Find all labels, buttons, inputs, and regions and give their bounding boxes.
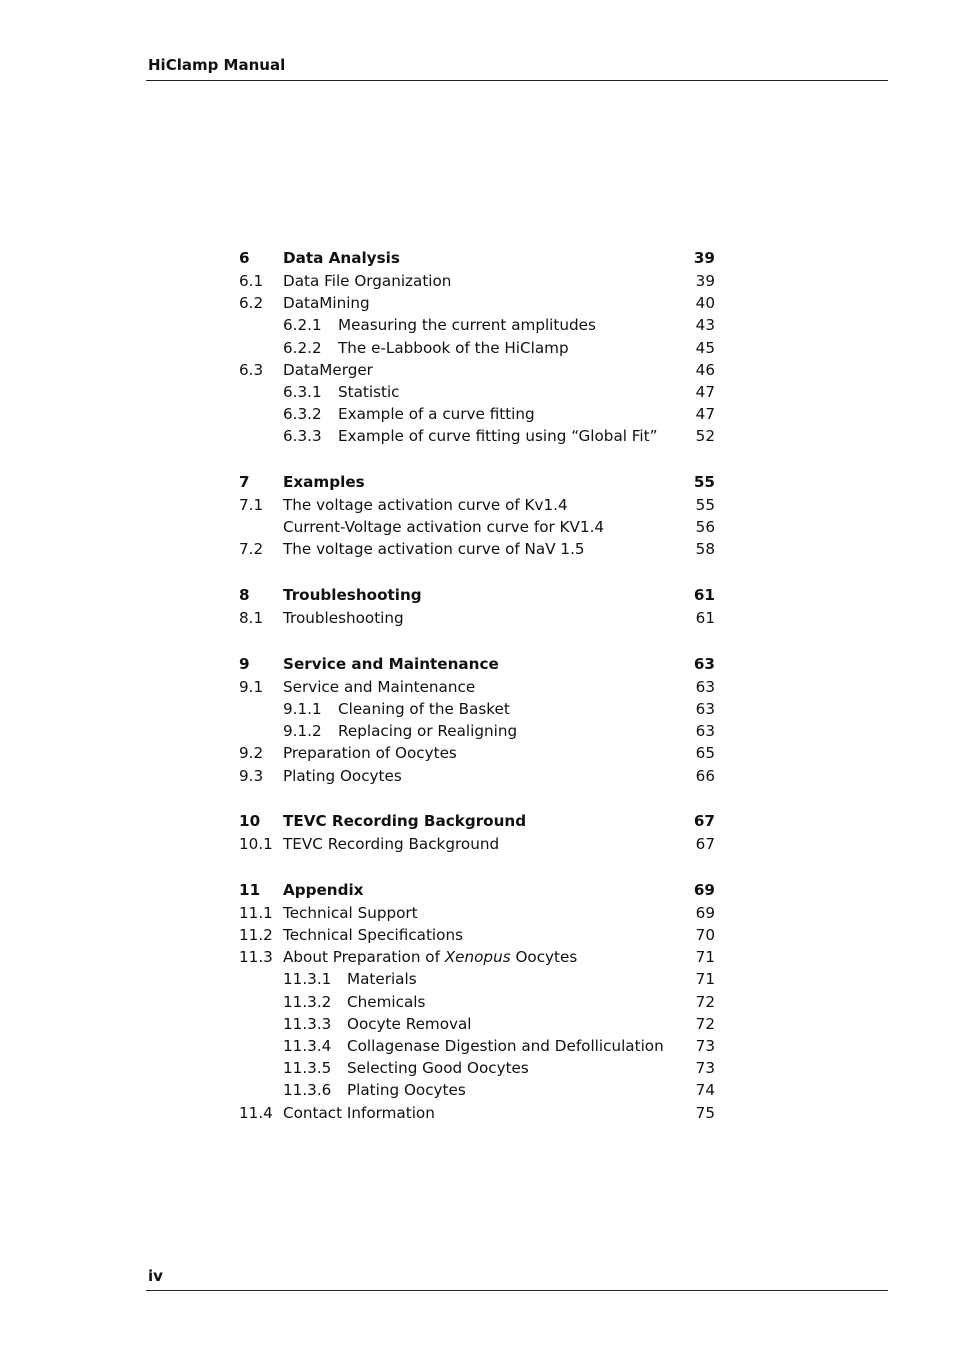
toc-page: 39: [693, 249, 715, 267]
toc-entry[interactable]: [239, 516, 715, 538]
toc-entry[interactable]: [239, 676, 715, 698]
toc-page: 45: [695, 338, 715, 357]
toc-page: 55: [695, 496, 715, 514]
running-header-title: HiClamp Manual: [148, 56, 286, 74]
toc-subentry[interactable]: [239, 381, 715, 403]
toc-number: 9.3: [239, 766, 264, 785]
toc-subentry[interactable]: [239, 1035, 715, 1057]
toc-page: 63: [695, 722, 715, 741]
toc-page: 72: [695, 992, 715, 1011]
toc-page: 66: [695, 766, 715, 785]
toc-title: Cleaning of the Basket: [338, 699, 510, 718]
toc-page: 71: [695, 970, 715, 989]
toc-page: 71: [695, 948, 715, 967]
toc-chapter[interactable]: [239, 809, 715, 833]
toc-page: 63: [695, 677, 715, 696]
toc-page: 75: [695, 1103, 715, 1122]
toc-title: Measuring the current amplitudes: [338, 316, 596, 335]
page-number-label: iv: [148, 1267, 163, 1285]
toc-title: TEVC Recording Background: [283, 812, 527, 831]
toc-title: Data Analysis: [283, 249, 400, 267]
toc-number: 11.3.1: [283, 970, 332, 989]
toc-page: 67: [693, 812, 715, 831]
header-rule: [146, 80, 888, 81]
toc-title: Materials: [347, 970, 417, 989]
toc-page: 63: [695, 699, 715, 718]
toc-entry[interactable]: [239, 607, 715, 629]
toc-title: Example of curve fitting using “Global Fit”: [338, 427, 658, 446]
toc-number: 11.1: [239, 903, 273, 922]
toc-title: Troubleshooting: [283, 609, 404, 628]
toc-number: 6.3.2: [283, 405, 322, 424]
toc-number: 6.3: [239, 360, 264, 379]
toc-chapter[interactable]: [239, 246, 715, 270]
toc-title: [283, 946, 577, 968]
toc-subentry[interactable]: [239, 720, 715, 742]
toc-number: 7.1: [239, 496, 264, 514]
toc-subentry[interactable]: [239, 968, 715, 990]
toc-title-italic: Xenopus: [444, 948, 511, 967]
toc-page: 58: [695, 540, 715, 559]
toc-page: 61: [695, 609, 715, 628]
toc-number: 10: [239, 812, 261, 831]
toc-entry[interactable]: [239, 924, 715, 946]
toc-title: Troubleshooting: [283, 586, 422, 605]
toc-number: 9.1: [239, 677, 264, 696]
toc-page: 73: [695, 1059, 715, 1078]
toc-page: 74: [695, 1081, 715, 1100]
toc-entry[interactable]: [239, 538, 715, 560]
toc-number: 6: [239, 249, 250, 267]
toc-title: Current-Voltage activation curve for KV1.4: [283, 518, 605, 537]
toc-title: TEVC Recording Background: [283, 835, 500, 854]
toc-number: 7: [239, 473, 250, 491]
toc-entry[interactable]: [239, 359, 715, 381]
toc-entry[interactable]: [239, 292, 715, 314]
toc-entry[interactable]: [239, 494, 715, 516]
toc-entry[interactable]: [239, 902, 715, 924]
toc-entry[interactable]: [239, 1102, 715, 1124]
toc-title: Plating Oocytes: [283, 766, 402, 785]
toc-entry[interactable]: [239, 946, 715, 968]
toc-title: The voltage activation curve of Kv1.4: [283, 496, 568, 514]
toc-chapter[interactable]: [239, 583, 715, 607]
table-of-contents: [239, 246, 715, 1124]
toc-page: 70: [695, 926, 715, 945]
toc-subentry[interactable]: [239, 1079, 715, 1101]
toc-entry[interactable]: [239, 765, 715, 787]
toc-title: DataMining: [283, 294, 370, 313]
toc-page: 65: [695, 744, 715, 763]
toc-subentry[interactable]: [239, 698, 715, 720]
toc-title: The e-Labbook of the HiClamp: [338, 338, 569, 357]
toc-page: 72: [695, 1014, 715, 1033]
toc-subentry[interactable]: [239, 337, 715, 359]
footer-rule: [146, 1290, 888, 1291]
toc-number: 6.2: [239, 294, 264, 313]
toc-title: The voltage activation curve of NaV 1.5: [283, 540, 585, 559]
toc-number: 8.1: [239, 609, 264, 628]
toc-title: Examples: [283, 473, 365, 491]
toc-subentry[interactable]: [239, 1057, 715, 1079]
toc-page: 61: [693, 586, 715, 605]
toc-number: 11: [239, 880, 261, 899]
toc-number: 9.1.2: [283, 722, 322, 741]
toc-title: Chemicals: [347, 992, 426, 1011]
toc-chapter[interactable]: [239, 652, 715, 676]
toc-title: Oocyte Removal: [347, 1014, 472, 1033]
toc-title: Example of a curve fitting: [338, 405, 535, 424]
toc-page: 69: [695, 903, 715, 922]
toc-number: 6.3.3: [283, 427, 322, 446]
toc-page: 40: [695, 294, 715, 313]
toc-number: 11.3.2: [283, 992, 332, 1011]
toc-number: 9.1.1: [283, 699, 322, 718]
toc-title-text: Oocytes: [510, 948, 578, 967]
toc-number: 11.3.4: [283, 1037, 332, 1055]
toc-number: 6.2.1: [283, 316, 322, 335]
toc-number: 9.2: [239, 744, 264, 763]
toc-page: 46: [695, 360, 715, 379]
toc-title: Service and Maintenance: [283, 677, 476, 696]
toc-title: Technical Specifications: [283, 926, 463, 945]
toc-title: DataMerger: [283, 360, 373, 379]
toc-page: 56: [695, 518, 715, 537]
toc-chapter[interactable]: [239, 878, 715, 902]
toc-page: 67: [695, 835, 715, 854]
toc-title: Collagenase Digestion and Defolliculation: [347, 1037, 664, 1055]
toc-number: 6.2.2: [283, 338, 322, 357]
toc-page: 73: [695, 1037, 715, 1055]
toc-title: Selecting Good Oocytes: [347, 1059, 529, 1078]
toc-title: Plating Oocytes: [347, 1081, 466, 1100]
toc-subentry[interactable]: [239, 314, 715, 336]
toc-number: 10.1: [239, 835, 273, 854]
toc-page: 43: [695, 316, 715, 335]
toc-page: 69: [693, 880, 715, 899]
toc-number: 11.3.3: [283, 1014, 332, 1033]
toc-entry[interactable]: [239, 833, 715, 855]
toc-page: 47: [695, 405, 715, 424]
toc-number: 8: [239, 586, 250, 605]
toc-chapter[interactable]: [239, 470, 715, 494]
toc-title: Service and Maintenance: [283, 654, 499, 673]
toc-title: Technical Support: [283, 903, 418, 922]
toc-subentry[interactable]: [239, 403, 715, 425]
toc-title-text: About Preparation of: [283, 948, 445, 967]
toc-number: 11.3.5: [283, 1059, 332, 1078]
toc-entry[interactable]: [239, 270, 715, 292]
toc-title: Preparation of Oocytes: [283, 744, 457, 763]
toc-page: 55: [693, 473, 715, 491]
toc-subentry[interactable]: [239, 991, 715, 1013]
toc-title: Contact Information: [283, 1103, 435, 1122]
toc-page: 52: [695, 427, 715, 446]
toc-number: 11.4: [239, 1103, 273, 1122]
toc-title: Statistic: [338, 382, 400, 401]
toc-number: 11.3.6: [283, 1081, 332, 1100]
toc-title: Appendix: [283, 880, 364, 899]
toc-number: 11.2: [239, 926, 273, 945]
toc-subentry[interactable]: [239, 425, 715, 447]
toc-subentry[interactable]: [239, 1013, 715, 1035]
toc-entry[interactable]: [239, 742, 715, 764]
toc-title: Data File Organization: [283, 272, 452, 290]
toc-number: 6.3.1: [283, 382, 322, 401]
toc-page: 39: [695, 272, 715, 290]
toc-number: 7.2: [239, 540, 264, 559]
toc-number: 6.1: [239, 272, 264, 290]
toc-number: 9: [239, 654, 250, 673]
toc-number: 11.3: [239, 948, 273, 967]
toc-page: 47: [695, 382, 715, 401]
toc-title: Replacing or Realigning: [338, 722, 518, 741]
toc-page: 63: [693, 654, 715, 673]
